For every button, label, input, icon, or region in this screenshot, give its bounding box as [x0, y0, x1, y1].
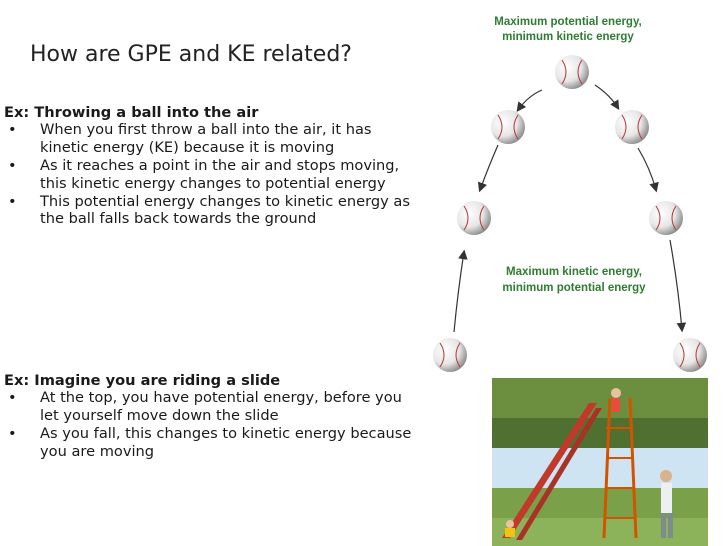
- bullet-item: • This potential energy changes to kinetic energy as the ball falls back towards the ground: [8, 193, 410, 228]
- example-heading: Ex: Throwing a ball into the air: [4, 104, 259, 121]
- top-energy-label: Maximum potential energy,: [494, 16, 642, 28]
- ball-trajectory-diagram: [420, 0, 728, 380]
- baseball-5: [649, 201, 683, 235]
- bullet-text: At the top, you have potential energy, before you let yourself move down the slide: [40, 389, 402, 424]
- arrow-up-2: [480, 145, 498, 190]
- example-slide: [4, 372, 414, 461]
- arrow-down-1: [595, 85, 618, 108]
- bullet-text: As you fall, this changes to kinetic energy because you are moving: [40, 425, 412, 460]
- slide-playground-photo: [492, 378, 708, 546]
- baseball-6: [433, 338, 467, 372]
- mid-energy-label: Maximum kinetic energy,: [506, 266, 642, 278]
- bullet-text: When you first throw a ball into the air, it has kinetic energy (KE) because it is moving: [40, 121, 372, 156]
- arrow-down-2: [638, 148, 656, 190]
- example-throwing-ball: [4, 104, 414, 229]
- slide-title: How are GPE and KE related?: [30, 42, 352, 67]
- baseball-4: [457, 201, 491, 235]
- arrow-up-3: [454, 252, 464, 332]
- baseball-3: [615, 110, 649, 144]
- arrow-down-3: [670, 240, 682, 330]
- baseball-2: [491, 110, 525, 144]
- bullet-item: • As it reaches a point in the air and stops moving, this kinetic energy changes to potential energy: [8, 157, 400, 192]
- bullet-item: • When you first throw a ball into the air, it has kinetic energy (KE) because it is moving: [8, 121, 372, 156]
- baseball-7: [673, 338, 707, 372]
- bullet-list: [4, 389, 414, 460]
- example-heading: Ex: Imagine you are riding a slide: [4, 372, 281, 389]
- bullet-list: [4, 121, 414, 227]
- top-energy-label-2: minimum kinetic energy: [502, 31, 634, 43]
- baseball-1: [555, 55, 589, 89]
- mid-energy-label-2: minimum potential energy: [502, 282, 646, 294]
- bullet-text: As it reaches a point in the air and stops moving, this kinetic energy changes to potential energy: [40, 157, 400, 192]
- arrow-up-1: [518, 90, 542, 110]
- bullet-text: This potential energy changes to kinetic energy as the ball falls back towards the ground: [40, 193, 410, 228]
- bullet-item: • At the top, you have potential energy, before you let yourself move down the slide: [8, 389, 402, 424]
- bullet-item: • As you fall, this changes to kinetic energy because you are moving: [8, 425, 412, 460]
